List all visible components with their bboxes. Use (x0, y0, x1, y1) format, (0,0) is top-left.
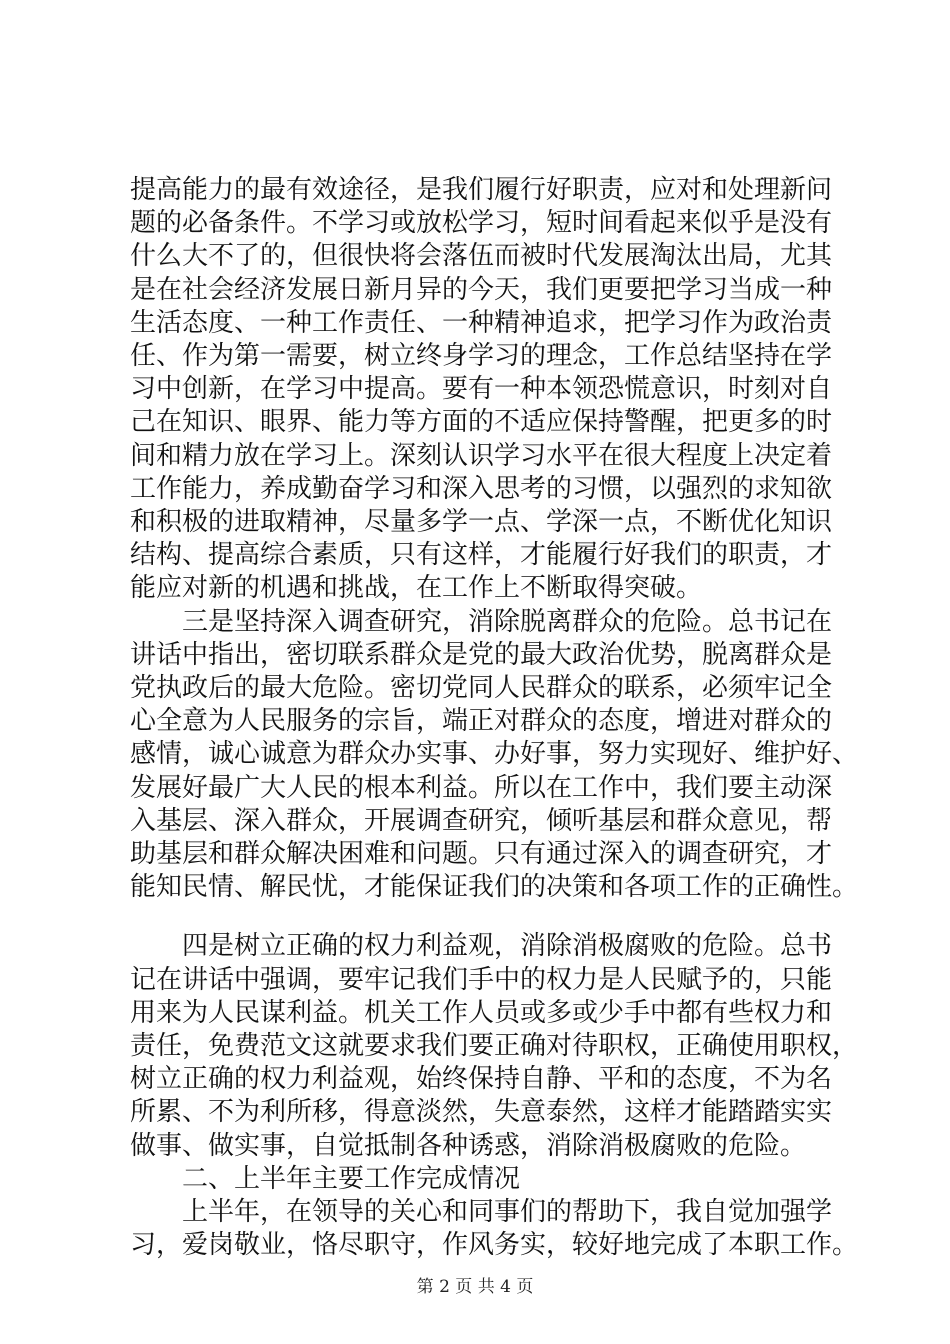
paragraph-line: 习中创新，在学习中提高。要有一种本领恐慌意识，时刻对自 (130, 374, 833, 404)
paragraph-line: 习，爱岗敬业，恪尽职守，作风务实，较好地完成了本职工作。 (130, 1230, 859, 1260)
paragraph-line: 感情，诚心诚意为群众办实事、办好事，努力实现好、维护好、 (130, 739, 859, 769)
paragraph-line: 心全意为人民服务的宗旨，端正对群众的态度，增进对群众的 (130, 706, 833, 736)
paragraph-line: 工作能力，养成勤奋学习和深入思考的习惯，以强烈的求知欲 (130, 474, 833, 504)
paragraph-line: 间和精力放在学习上。深刻认识学习水平在很大程度上决定着 (130, 441, 833, 471)
paragraph-line: 生活态度、一种工作责任、一种精神追求，把学习作为政治责 (130, 308, 833, 338)
paragraph-line: 做事、做实事，自觉抵制各种诱惑，消除消极腐败的危险。 (130, 1131, 807, 1161)
paragraph-line: 三是坚持深入调查研究，消除脱离群众的危险。总书记在 (182, 607, 833, 637)
paragraph-line: 四是树立正确的权力利益观，消除消极腐败的危险。总书 (182, 931, 833, 961)
paragraph-line: 什么大不了的，但很快将会落伍而被时代发展淘汰出局，尤其 (130, 241, 833, 271)
paragraph-line: 提高能力的最有效途径，是我们履行好职责，应对和处理新问 (130, 175, 833, 205)
paragraph-line: 和积极的进取精神，尽量多学一点、学深一点，不断优化知识 (130, 507, 833, 537)
paragraph-line: 责任，免费范文这就要求我们要正确对待职权，正确使用职权， (130, 1031, 859, 1061)
paragraph-line: 题的必备条件。不学习或放松学习，短时间看起来似乎是没有 (130, 208, 833, 238)
paragraph-line: 任、作为第一需要，树立终身学习的理念，工作总结坚持在学 (130, 341, 833, 371)
paragraph-line: 助基层和群众解决困难和问题。只有通过深入的调查研究，才 (130, 839, 833, 869)
paragraph-line: 能应对新的机遇和挑战，在工作上不断取得突破。 (130, 573, 703, 603)
paragraph-line: 树立正确的权力利益观，始终保持自静、平和的态度，不为名 (130, 1064, 833, 1094)
paragraph-line: 能知民情、解民忧，才能保证我们的决策和各项工作的正确性。 (130, 872, 859, 902)
paragraph-line: 上半年，在领导的关心和同事们的帮助下，我自觉加强学 (182, 1197, 833, 1227)
paragraph-line: 入基层、深入群众，开展调查研究，倾听基层和群众意见，帮 (130, 806, 833, 836)
paragraph-line: 是在社会经济发展日新月异的今天，我们更要把学习当成一种 (130, 275, 833, 305)
paragraph-line: 己在知识、眼界、能力等方面的不适应保持警醒，把更多的时 (130, 407, 833, 437)
paragraph-line: 所累、不为利所移，得意淡然，失意泰然，这样才能踏踏实实 (130, 1097, 833, 1127)
paragraph-line: 用来为人民谋利益。机关工作人员或多或少手中都有些权力和 (130, 998, 833, 1028)
page-number-footer: 第 2 页 共 4 页 (416, 1277, 534, 1297)
paragraph-line: 党执政后的最大危险。密切党同人民群众的联系，必须牢记全 (130, 673, 833, 703)
paragraph-line: 记在讲话中强调，要牢记我们手中的权力是人民赋予的，只能 (130, 965, 833, 995)
paragraph-line: 讲话中指出，密切联系群众是党的最大政治优势，脱离群众是 (130, 640, 833, 670)
paragraph-line: 发展好最广大人民的根本利益。所以在工作中，我们要主动深 (130, 773, 833, 803)
paragraph-line: 结构、提高综合素质，只有这样，才能履行好我们的职责，才 (130, 540, 833, 570)
section-heading: 二、上半年主要工作完成情况 (182, 1164, 521, 1194)
